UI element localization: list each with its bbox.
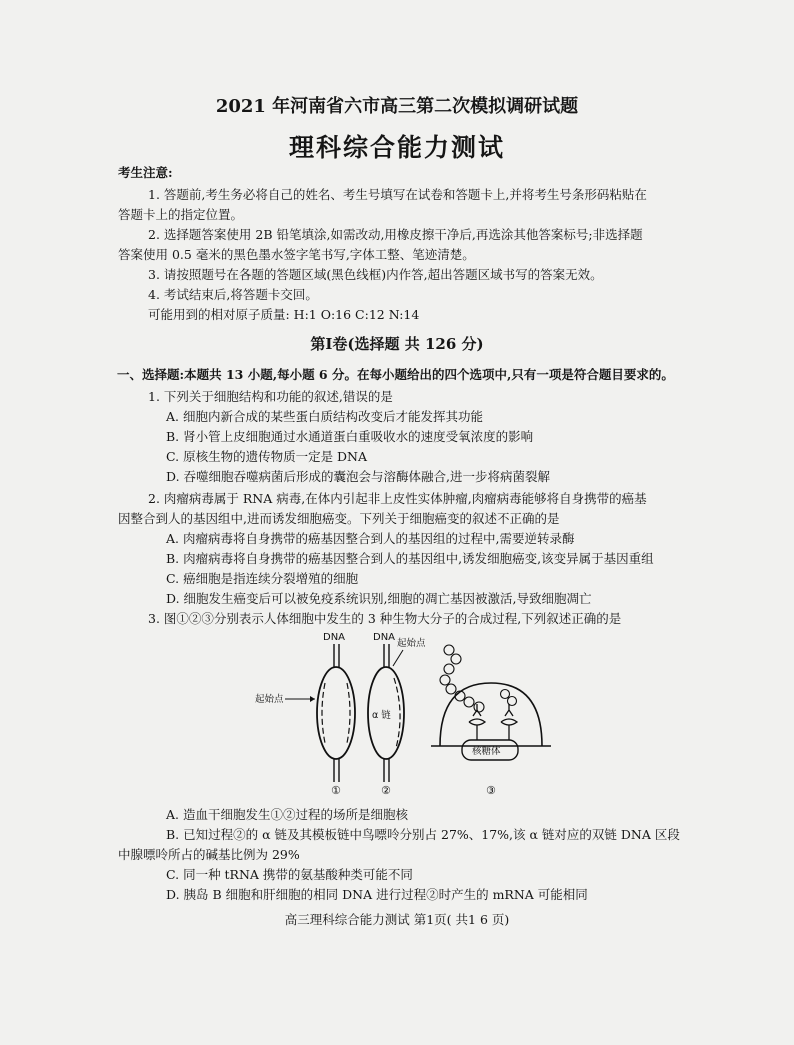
question-2-option-c: C. 癌细胞是指连续分裂增殖的细胞: [166, 571, 359, 586]
question-3-stem: 3. 图①②③分别表示人体细胞中发生的 3 种生物大分子的合成过程,下列叙述正确的是: [148, 611, 622, 626]
notice-item-1-line-1: 1. 答题前,考生务必将自己的姓名、考生号填写在试卷和答题卡上,并将考生号条形码粘贴在: [148, 187, 647, 202]
alpha-chain-label: α 链: [372, 710, 391, 721]
page-footer: 高三理科综合能力测试 第1页( 共1 6 页): [284, 912, 510, 927]
question-2-option-a: A. 肉瘤病毒将自身携带的癌基因整合到人的基因组的过程中,需要逆转录酶: [166, 531, 575, 546]
question-3-option-b-line-1: B. 已知过程②的 α 链及其模板链中鸟嘌呤分别占 27%、17%,该 α 链对应的双链 DNA 区段: [166, 827, 680, 842]
question-1-option-b: B. 肾小管上皮细胞通过水通道蛋白重吸收水的速度受氧浓度的影响: [166, 429, 534, 444]
question-3-option-c: C. 同一种 tRNA 携带的氨基酸种类可能不同: [166, 867, 413, 882]
notice-item-4: 4. 考试结束后,将答题卡交回。: [148, 287, 318, 302]
diagram-label-1: ①: [331, 784, 341, 797]
question-2-option-b: B. 肉瘤病毒将自身携带的癌基因整合到人的基因组中,诱发细胞癌变,该变异属于基因重组: [166, 551, 654, 566]
atomic-masses: 可能用到的相对原子质量: H:1 O:16 C:12 N:14: [148, 307, 420, 322]
question-1-option-c: C. 原核生物的遗传物质一定是 DNA: [166, 449, 368, 464]
diagram-label-3: ③: [486, 784, 496, 797]
question-2-stem-line-1: 2. 肉瘤病毒属于 RNA 病毒,在体内引起非上皮性实体肿瘤,肉瘤病毒能够将自身携带的癌基: [148, 491, 647, 506]
notice-heading: 考生注意:: [118, 165, 173, 180]
diagram-dna-label-1: DNA: [323, 632, 346, 643]
replication-origin-label: 起始点: [255, 694, 284, 705]
biosynthesis-diagram: [255, 628, 555, 798]
notice-item-1-line-2: 答题卡上的指定位置。: [118, 207, 244, 222]
translation-figure: [431, 645, 551, 797]
question-3-option-b-line-2: 中腺嘌呤所占的碱基比例为 29%: [118, 847, 300, 862]
question-3-option-a: A. 造血干细胞发生①②过程的场所是细胞核: [166, 807, 408, 822]
replication-figure: [255, 632, 355, 797]
section-title: 第Ⅰ卷(选择题 共 126 分): [310, 335, 484, 353]
question-3-option-d: D. 胰岛 B 细胞和肝细胞的相同 DNA 进行过程②时产生的 mRNA 可能相同: [166, 887, 588, 902]
section-instruction: 一、选择题:本题共 13 小题,每小题 6 分。在每小题给出的四个选项中,只有一项是符合题目要求的。: [117, 367, 674, 382]
exam-subtitle: 理科综合能力测试: [288, 133, 505, 162]
diagram-label-2: ②: [381, 784, 391, 797]
question-2-option-d: D. 细胞发生癌变后可以被免疫系统识别,细胞的凋亡基因被激活,导致细胞凋亡: [166, 591, 592, 606]
exam-title: 2021 年河南省六市高三第二次模拟调研试题: [215, 96, 579, 117]
notice-item-2-line-2: 答案使用 0.5 毫米的黑色墨水签字笔书写,字体工整、笔迹清楚。: [118, 247, 475, 262]
notice-item-3: 3. 请按照题号在各题的答题区域(黑色线框)内作答,超出答题区域书写的答案无效。: [148, 267, 603, 282]
transcription-origin-label: 起始点: [397, 638, 426, 649]
notice-item-2-line-1: 2. 选择题答案使用 2B 铅笔填涂,如需改动,用橡皮擦干净后,再选涂其他答案标号;非选择题: [148, 227, 643, 242]
question-1-stem: 1. 下列关于细胞结构和功能的叙述,错误的是: [148, 389, 393, 404]
ribosome-label: 核糖体: [472, 746, 501, 757]
question-2-stem-line-2: 因整合到人的基因组中,进而诱发细胞癌变。下列关于细胞癌变的叙述不正确的是: [118, 511, 560, 526]
question-1-option-d: D. 吞噬细胞吞噬病菌后形成的囊泡会与溶酶体融合,进一步将病菌裂解: [166, 469, 550, 484]
diagram-dna-label-2: DNA: [373, 632, 396, 643]
question-1-option-a: A. 细胞内新合成的某些蛋白质结构改变后才能发挥其功能: [166, 409, 483, 424]
transcription-figure: [368, 632, 426, 797]
